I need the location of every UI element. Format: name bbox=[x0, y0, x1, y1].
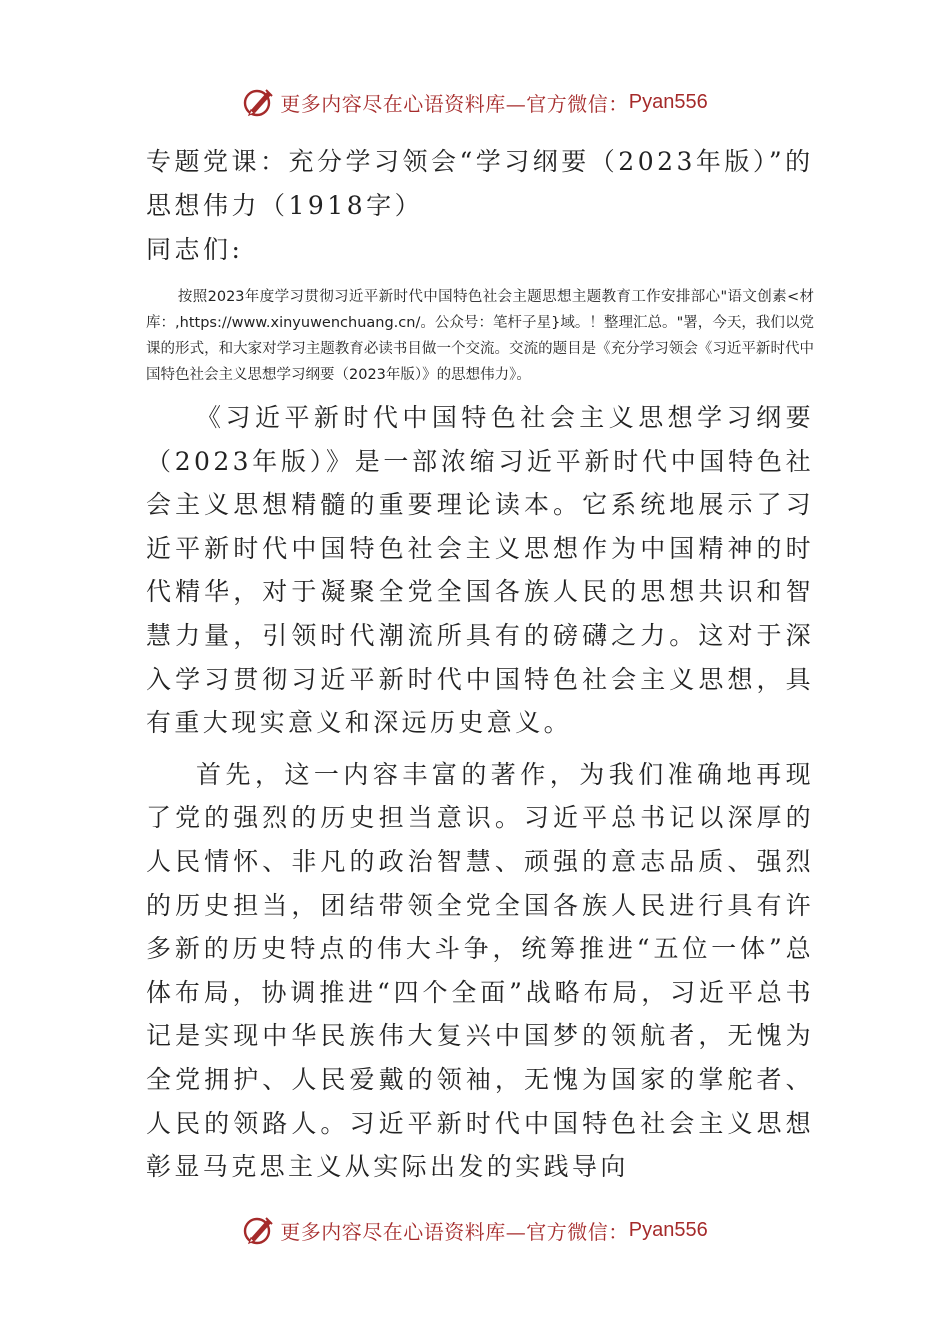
salutation: 同志们: bbox=[146, 235, 244, 264]
header-banner bbox=[0, 82, 950, 122]
banner-text: 更多内容尽在心语资料库—官方微信： bbox=[280, 91, 629, 116]
document-body bbox=[146, 140, 814, 1189]
wechat-id: Pyan556 bbox=[628, 1218, 708, 1241]
footer-banner bbox=[0, 1210, 950, 1250]
wechat-id: Pyan556 bbox=[628, 90, 708, 113]
pen-logo-icon bbox=[242, 85, 276, 119]
pen-logo-icon bbox=[242, 1213, 276, 1247]
banner-text: 更多内容尽在心语资料库—官方微信： bbox=[280, 1219, 629, 1244]
document-title: 专题党课：充分学习领会“学习纲要（2023年版）”的思想伟力（1918字） bbox=[146, 147, 814, 220]
body-paragraph-1: 《习近平新时代中国特色社会主义思想学习纲要（2023年版）》是一部浓缩习近平新时代中国特色社会主义思想精髓的重要理论读本。它系统地展示了习近平新时代中国特色社会主义思想作为中国精神的时代精华，对于凝聚全党全国各族人民的思想共识和智慧力量，引领时代潮流所具有的磅礴之力。这对于深入学习贯彻习近平新时代中国特色社会主义思想，具有重大现实意义和深远历史意义。 bbox=[146, 403, 814, 738]
intro-paragraph: 按照2023年度学习贯彻习近平新时代中国特色社会主题思想主题教育工作安排部心"语文创素<材库：,https://www.xinyuwenchuang.cn/。公众号：笔杆子星}域。！整理汇总。"署，今天，我们以党课的形式，和大家对学习主题教育必读书目做一个交流。交流的题目是《充分学习领会《习近平新时代中国特色社会主义思想学习纲要（2023年版）》的思想伟力》。 bbox=[146, 289, 814, 383]
body-paragraph-2: 首先，这一内容丰富的著作，为我们准确地再现了党的强烈的历史担当意识。习近平总书记以深厚的人民情怀、非凡的政治智慧、顽强的意志品质、强烈的历史担当，团结带领全党全国各族人民进行具有许多新的历史特点的伟大斗争，统筹推进“五位一体”总体布局，协调推进“四个全面”战略布局，习近平总书记是实现中华民族伟大复兴中国梦的领航者，无愧为全党拥护、人民爱戴的领袖，无愧为国家的掌舵者、人民的领路人。习近平新时代中国特色社会主义思想彰显马克思主义从实际出发的实践导向 bbox=[146, 759, 814, 1182]
